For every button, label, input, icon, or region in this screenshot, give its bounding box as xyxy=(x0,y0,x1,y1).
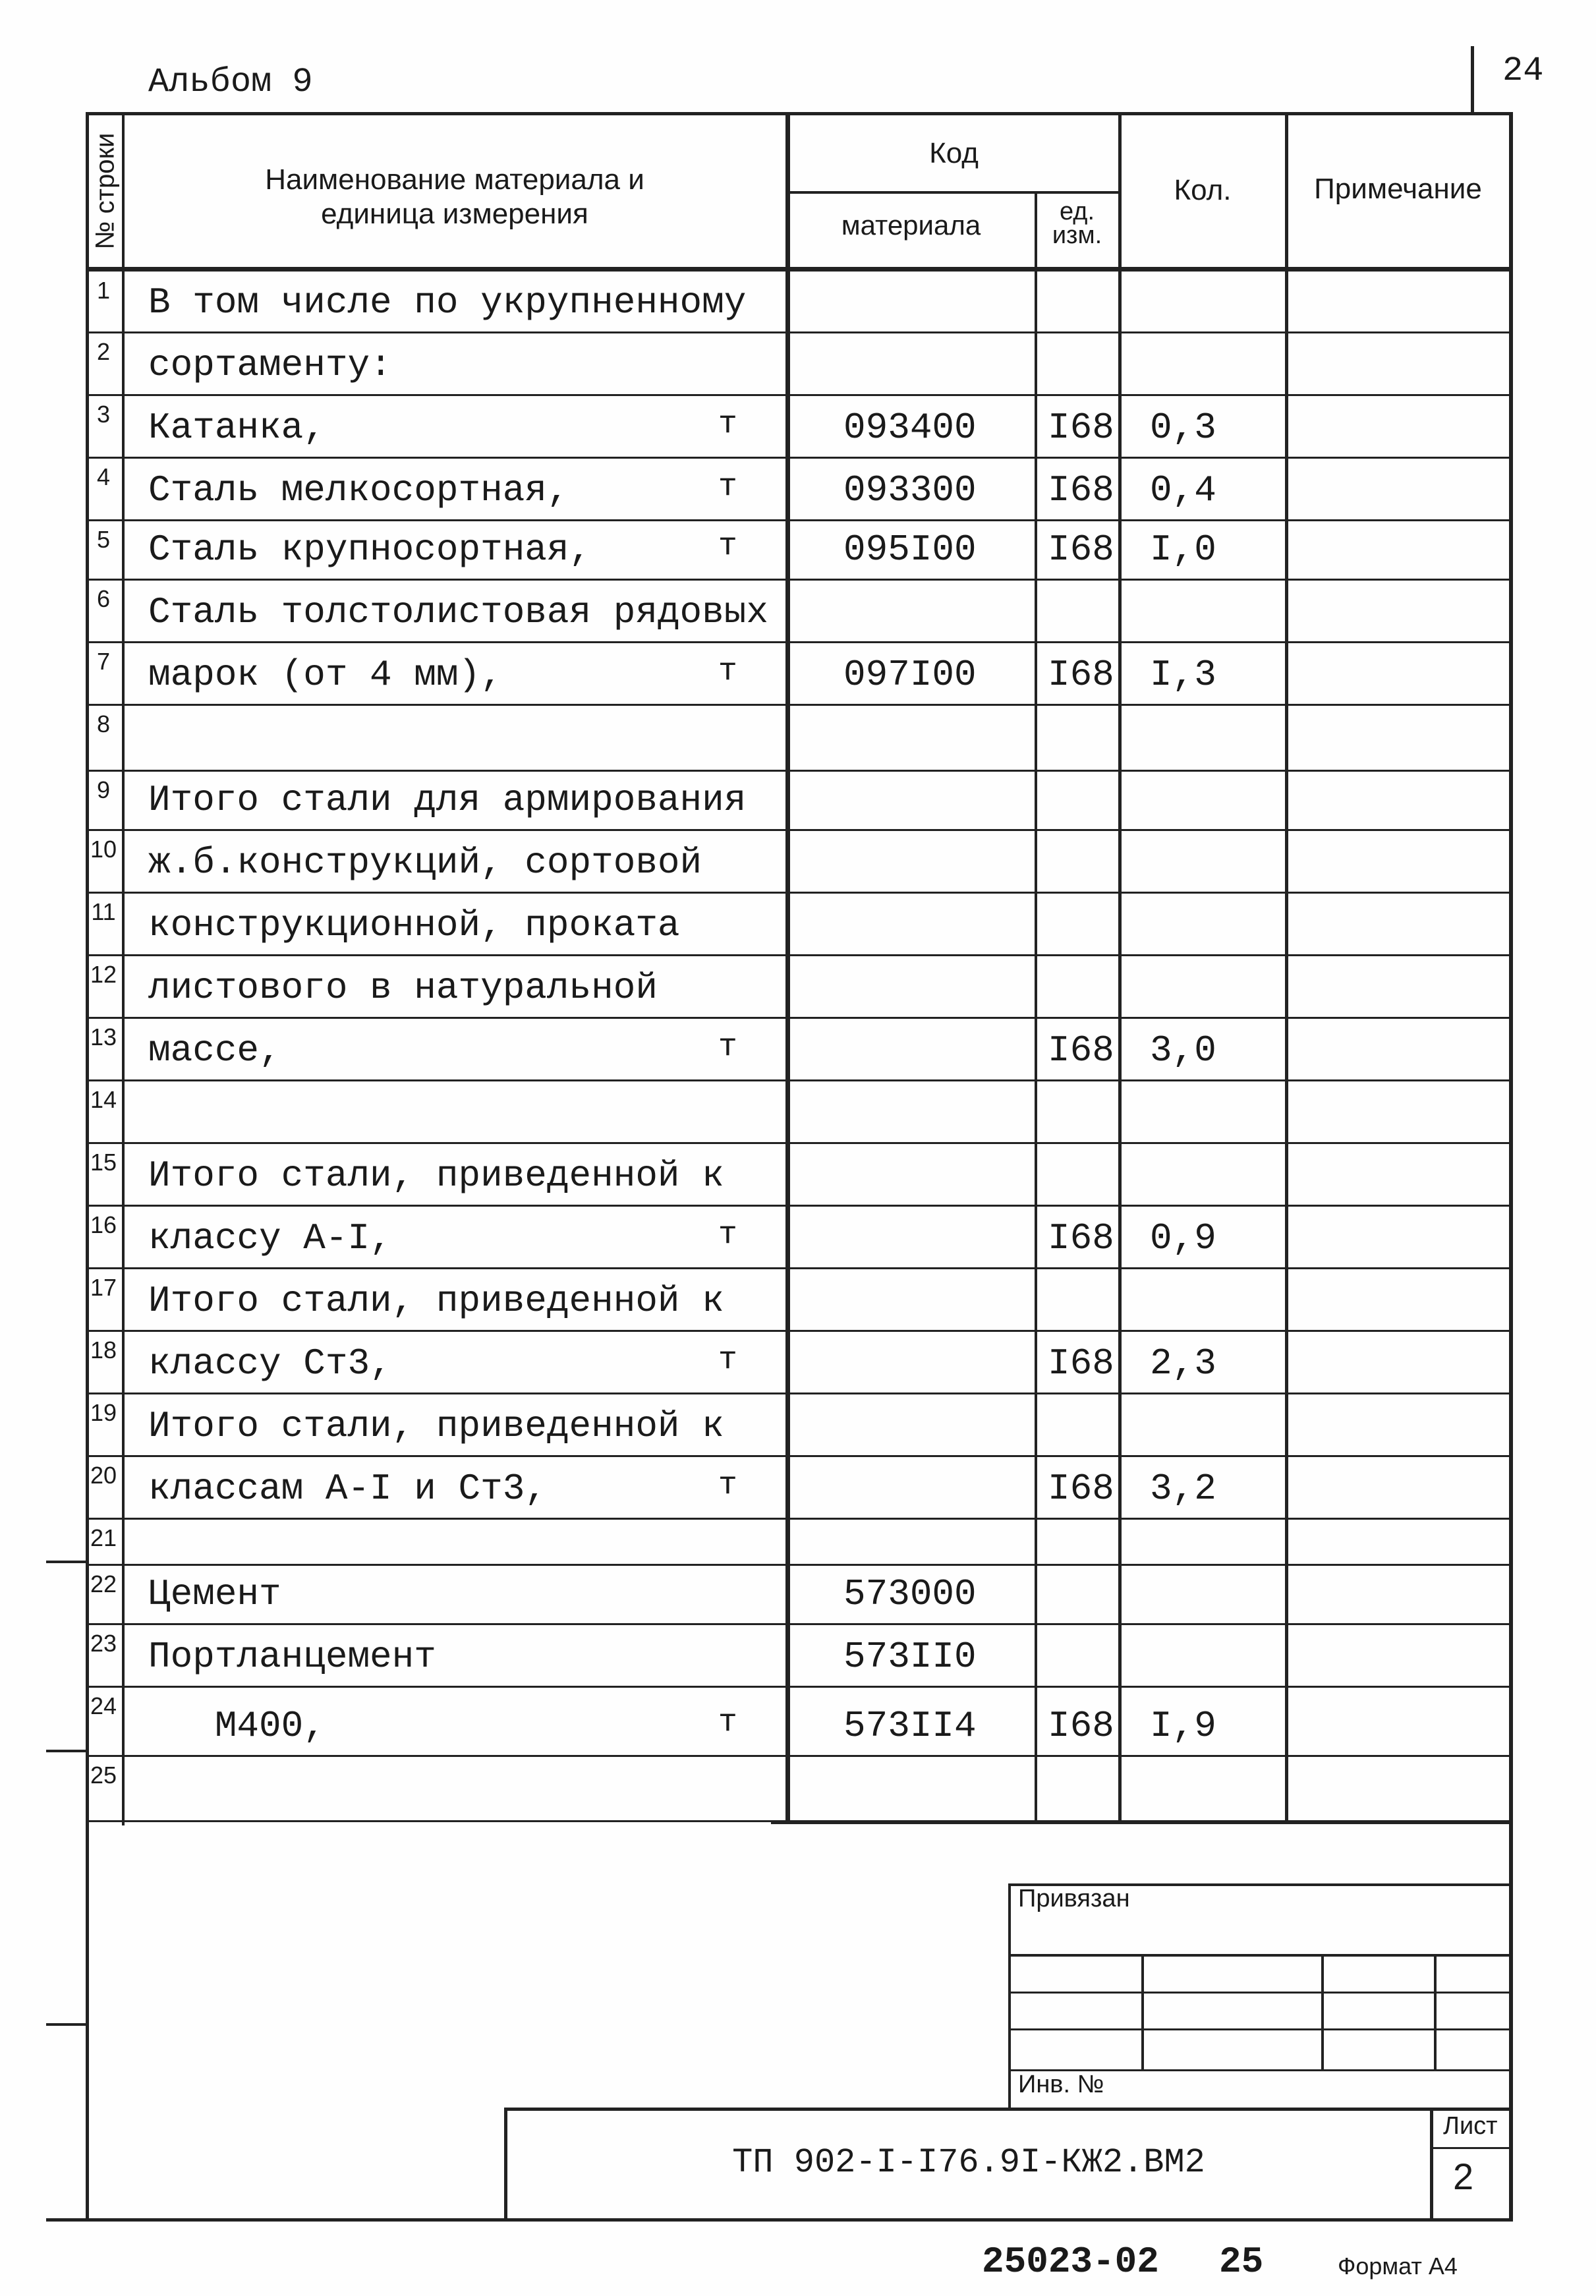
row-divider xyxy=(89,394,1512,396)
row-number: 10 xyxy=(90,836,117,863)
material-name: Сталь толстолистовая рядовых xyxy=(148,591,768,633)
row-divider xyxy=(89,770,1512,772)
inventory-number-label: Инв. № xyxy=(1018,2071,1104,2098)
row-divider xyxy=(89,457,1512,459)
qty-header: Кол. xyxy=(1174,174,1232,206)
material-code: 573II4 xyxy=(843,1705,977,1747)
row-number: 20 xyxy=(90,1462,117,1489)
row-number: 14 xyxy=(90,1086,117,1113)
row-number: 24 xyxy=(90,1692,117,1719)
top-border xyxy=(86,112,1510,115)
quantity: 3,0 xyxy=(1150,1029,1216,1072)
stamp-grid-line-1 xyxy=(1008,1954,1512,1957)
name-header-line2: единица измерения xyxy=(321,198,588,230)
rownum-bottom-line xyxy=(86,1820,784,1822)
row-divider xyxy=(89,704,1512,706)
row-number: 13 xyxy=(90,1023,117,1050)
row-number: 22 xyxy=(90,1570,117,1597)
title-block-top xyxy=(504,2108,1512,2111)
paper-format: Формат А4 xyxy=(1338,2253,1458,2280)
unit-mark: т xyxy=(718,1468,737,1503)
material-name: М400, xyxy=(148,1705,326,1747)
material-name: Катанка, xyxy=(148,407,326,449)
row-divider xyxy=(89,641,1512,643)
material-name: сортаменту: xyxy=(148,344,392,386)
unit-code: I68 xyxy=(1048,654,1114,696)
binding-mark-3 xyxy=(46,2023,89,2026)
unit-code: I68 xyxy=(1048,469,1114,511)
material-code: 573000 xyxy=(843,1573,977,1615)
sheet-number: 2 xyxy=(1453,2156,1474,2197)
unit-mark: т xyxy=(718,469,737,505)
unit-mark: т xyxy=(718,529,737,564)
material-name: классу Ст3, xyxy=(148,1342,392,1385)
stamp-grid-line-2 xyxy=(1008,1992,1512,1994)
row-divider xyxy=(89,1623,1512,1625)
material-name: конструкционной, проката xyxy=(148,904,680,946)
rownum-divider xyxy=(122,112,125,1825)
row-divider xyxy=(89,1017,1512,1019)
unit-header-line1: ед. xyxy=(1059,198,1095,225)
row-divider xyxy=(89,519,1512,521)
row-divider xyxy=(89,1564,1512,1566)
copy-number: 25 xyxy=(1219,2241,1264,2283)
unit-mark: т xyxy=(718,407,737,442)
row-divider xyxy=(89,331,1512,333)
material-name: Итого стали, приведенной к xyxy=(148,1405,724,1447)
quantity: 0,3 xyxy=(1150,407,1216,449)
stamp-left-border xyxy=(1008,1883,1011,2109)
row-divider xyxy=(89,1455,1512,1457)
quantity: 2,3 xyxy=(1150,1342,1216,1385)
row-divider xyxy=(89,954,1512,956)
row-number: 17 xyxy=(90,1274,117,1301)
row-number: 4 xyxy=(96,463,111,490)
material-name: Итого стали для армирования xyxy=(148,779,747,821)
material-name: классам А-I и Ст3, xyxy=(148,1468,547,1510)
material-name: Итого стали, приведенной к xyxy=(148,1280,724,1322)
row-number: 11 xyxy=(91,898,116,925)
material-name: Портланцемент xyxy=(148,1636,436,1678)
unit-mark: т xyxy=(718,654,737,689)
sheet-box-left xyxy=(1430,2108,1433,2221)
row-number-header: № строки xyxy=(90,132,120,250)
row-number: 2 xyxy=(96,338,111,365)
unit-code: I68 xyxy=(1048,1217,1114,1259)
row-number: 5 xyxy=(96,526,111,553)
row-number: 16 xyxy=(90,1211,117,1238)
unit-code: I68 xyxy=(1048,1029,1114,1072)
quantity: I,0 xyxy=(1150,529,1216,571)
unit-code: I68 xyxy=(1048,1468,1114,1510)
quantity: 0,4 xyxy=(1150,469,1216,511)
row-divider xyxy=(89,1079,1512,1081)
row-number: 18 xyxy=(90,1336,117,1363)
row-number: 6 xyxy=(96,585,111,612)
unit-code: I68 xyxy=(1048,1705,1114,1747)
unit-code: I68 xyxy=(1048,407,1114,449)
binding-mark-1 xyxy=(46,1561,89,1563)
material-name: Сталь крупносортная, xyxy=(148,529,592,571)
table-bottom-line xyxy=(771,1820,1513,1824)
row-number: 3 xyxy=(96,401,111,428)
stamp-vline-2 xyxy=(1321,1954,1324,2069)
row-divider xyxy=(89,1205,1512,1207)
row-number: 15 xyxy=(90,1149,117,1176)
stamp-vline-1 xyxy=(1141,1954,1144,2069)
unit-header-line2: изм. xyxy=(1052,221,1102,249)
row-divider xyxy=(89,1330,1512,1332)
bound-label: Привязан xyxy=(1018,1885,1130,1912)
unit-mark: т xyxy=(718,1342,737,1378)
page-number: 24 xyxy=(1502,51,1544,90)
row-divider xyxy=(89,1755,1512,1757)
document-designation: ТП 902-I-I76.9I-КЖ2.ВМ2 xyxy=(732,2143,1205,2182)
row-number: 8 xyxy=(96,710,111,737)
material-col-divider xyxy=(1035,191,1037,1822)
material-name: ж.б.конструкций, сортовой xyxy=(148,842,702,884)
sheet-box-divider xyxy=(1430,2147,1512,2149)
stamp-vline-3 xyxy=(1434,1954,1437,2069)
material-name: Итого стали, приведенной к xyxy=(148,1155,724,1197)
row-number: 25 xyxy=(90,1762,117,1789)
code-header: Код xyxy=(929,137,979,169)
unit-code: I68 xyxy=(1048,1342,1114,1385)
material-name: В том числе по укрупненному xyxy=(148,281,747,324)
row-number: 23 xyxy=(90,1630,117,1657)
stamp-grid-line-3 xyxy=(1008,2028,1512,2030)
material-code: 093400 xyxy=(843,407,977,449)
material-header: материала xyxy=(841,210,981,241)
row-divider xyxy=(89,579,1512,581)
page-bottom-border xyxy=(46,2218,1513,2222)
row-number: 7 xyxy=(96,648,111,675)
album-label: Альбом 9 xyxy=(148,63,313,101)
quantity: I,3 xyxy=(1150,654,1216,696)
note-header: Примечание xyxy=(1314,173,1482,205)
sheet-label: Лист xyxy=(1443,2112,1498,2140)
material-name: Цемент xyxy=(148,1573,281,1615)
unit-code: I68 xyxy=(1048,529,1114,571)
name-header-line1: Наименование материала и xyxy=(265,163,644,196)
row-divider xyxy=(89,1518,1512,1520)
row-divider xyxy=(89,1267,1512,1269)
row-number: 21 xyxy=(90,1524,117,1551)
material-code: 097I00 xyxy=(843,654,977,696)
unit-mark: т xyxy=(718,1217,737,1253)
material-name: массе, xyxy=(148,1029,281,1072)
material-name: классу А-I, xyxy=(148,1217,392,1259)
material-name: Сталь мелкосортная, xyxy=(148,469,569,511)
page-number-divider xyxy=(1471,46,1474,112)
row-divider xyxy=(89,1142,1512,1144)
material-code: 093300 xyxy=(843,469,977,511)
unit-mark: т xyxy=(718,1705,737,1740)
right-border xyxy=(1509,112,1513,2221)
row-number: 19 xyxy=(90,1399,117,1426)
material-code: 095I00 xyxy=(843,529,977,571)
order-number: 25023-02 xyxy=(982,2241,1159,2283)
row-divider xyxy=(89,1392,1512,1394)
unit-mark: т xyxy=(718,1029,737,1065)
row-divider xyxy=(89,892,1512,894)
quantity: 0,9 xyxy=(1150,1217,1216,1259)
row-divider xyxy=(89,829,1512,831)
material-name: марок (от 4 мм), xyxy=(148,654,503,696)
row-number: 12 xyxy=(90,961,117,988)
row-number: 9 xyxy=(96,776,111,803)
quantity: 3,2 xyxy=(1150,1468,1216,1510)
material-code: 573II0 xyxy=(843,1636,977,1678)
material-name: листового в натуральной xyxy=(148,967,658,1009)
quantity: I,9 xyxy=(1150,1705,1216,1747)
row-divider xyxy=(89,1686,1512,1688)
code-subheader-line xyxy=(785,191,1120,194)
header-bottom-line xyxy=(86,267,1513,272)
row-number: 1 xyxy=(96,277,111,304)
binding-mark-2 xyxy=(46,1750,89,1752)
